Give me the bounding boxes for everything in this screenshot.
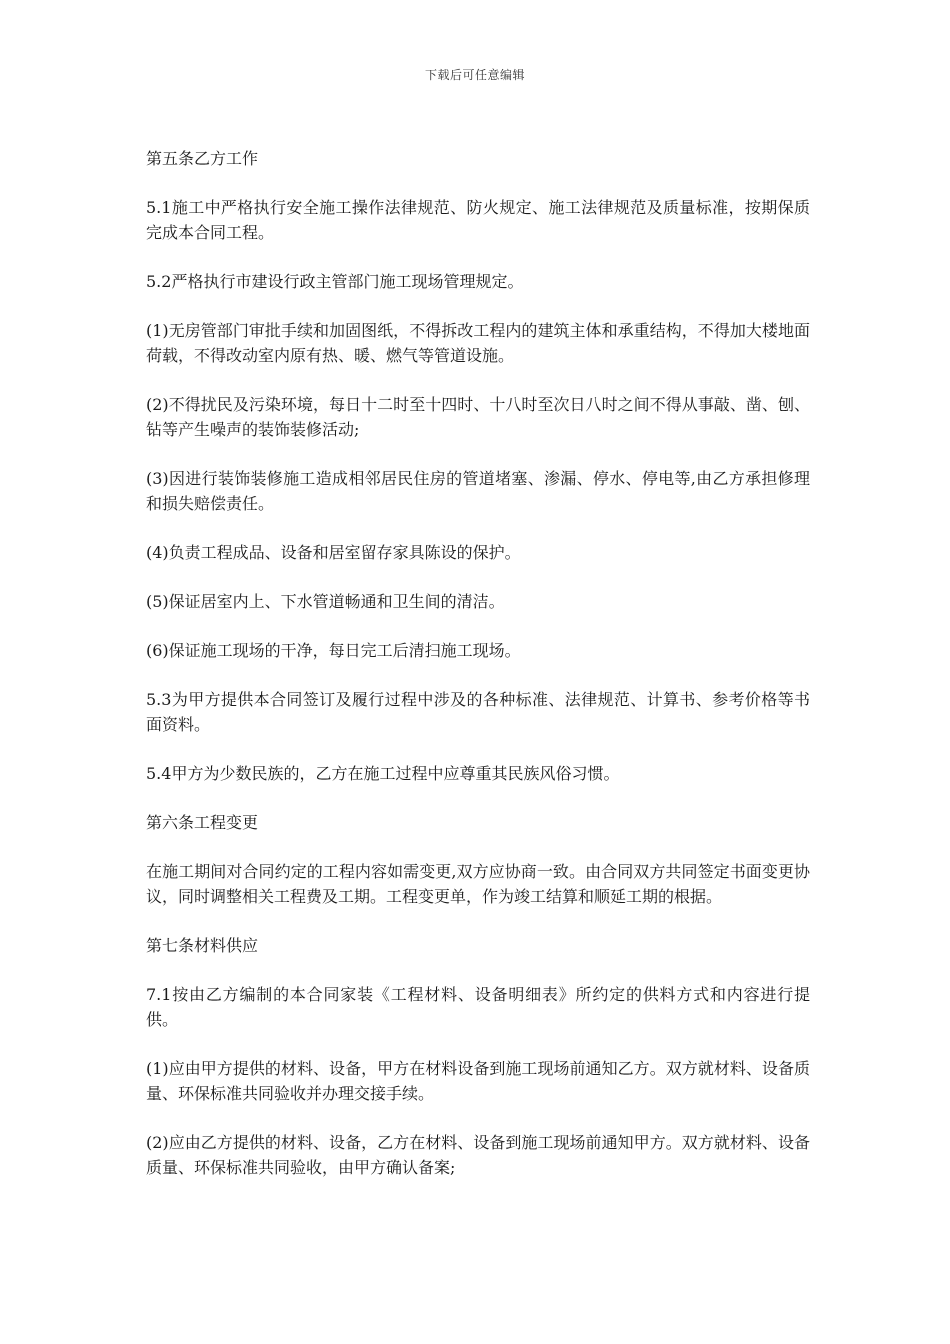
clause-5-4: 5.4甲方为少数民族的，乙方在施工过程中应尊重其民族风俗习惯。	[146, 764, 620, 783]
clause-5-2-item-2: (2)不得扰民及污染环境，每日十二时至十四时、十八时至次日八时之间不得从事敲、凿、刨、钻等产生噪声的装饰装修活动;	[146, 395, 810, 439]
clause-5-2-item-5: (5)保证居室内上、下水管道畅通和卫生间的清洁。	[146, 592, 505, 611]
clause-5-2-item-4: (4)负责工程成品、设备和居室留存家具陈设的保护。	[146, 543, 521, 562]
clause-7-1: 7.1按由乙方编制的本合同家装《工程材料、设备明细表》所约定的供料方式和内容进行提供。	[146, 985, 810, 1029]
section-heading-7: 第七条材料供应	[146, 936, 259, 955]
clause-5-2-item-6: (6)保证施工现场的干净，每日完工后清扫施工现场。	[146, 641, 521, 660]
page-header: 下载后可任意编辑	[424, 68, 525, 82]
section-heading-5: 第五条乙方工作	[146, 149, 259, 168]
clause-5-1: 5.1施工中严格执行安全施工操作法律规范、防火规定、施工法律规范及质量标准，按期保质完成本合同工程。	[146, 198, 810, 242]
document-body	[146, 146, 810, 1204]
clause-7-1-item-2: (2)应由乙方提供的材料、设备，乙方在材料、设备到施工现场前通知甲方。双方就材料、设备质量、环保标准共同验收，由甲方确认备案;	[146, 1133, 810, 1177]
clause-5-2: 5.2严格执行市建设行政主管部门施工现场管理规定。	[146, 272, 524, 291]
clause-5-3: 5.3为甲方提供本合同签订及履行过程中涉及的各种标准、法律规范、计算书、参考价格等书面资料。	[146, 690, 810, 734]
clause-5-2-item-1: (1)无房管部门审批手续和加固图纸，不得拆改工程内的建筑主体和承重结构，不得加大楼地面荷载，不得改动室内原有热、暖、燃气等管道设施。	[146, 321, 810, 365]
clause-7-1-item-1: (1)应由甲方提供的材料、设备，甲方在材料设备到施工现场前通知乙方。双方就材料、设备质量、环保标准共同验收并办理交接手续。	[146, 1059, 810, 1103]
clause-6-body: 在施工期间对合同约定的工程内容如需变更,双方应协商一致。由合同双方共同签定书面变更协议，同时调整相关工程费及工期。工程变更单，作为竣工结算和顺延工期的根据。	[146, 862, 810, 906]
clause-5-2-item-3: (3)因进行装饰装修施工造成相邻居民住房的管道堵塞、渗漏、停水、停电等,由乙方承担修理和损失赔偿责任。	[146, 469, 810, 513]
section-heading-6: 第六条工程变更	[146, 813, 259, 832]
